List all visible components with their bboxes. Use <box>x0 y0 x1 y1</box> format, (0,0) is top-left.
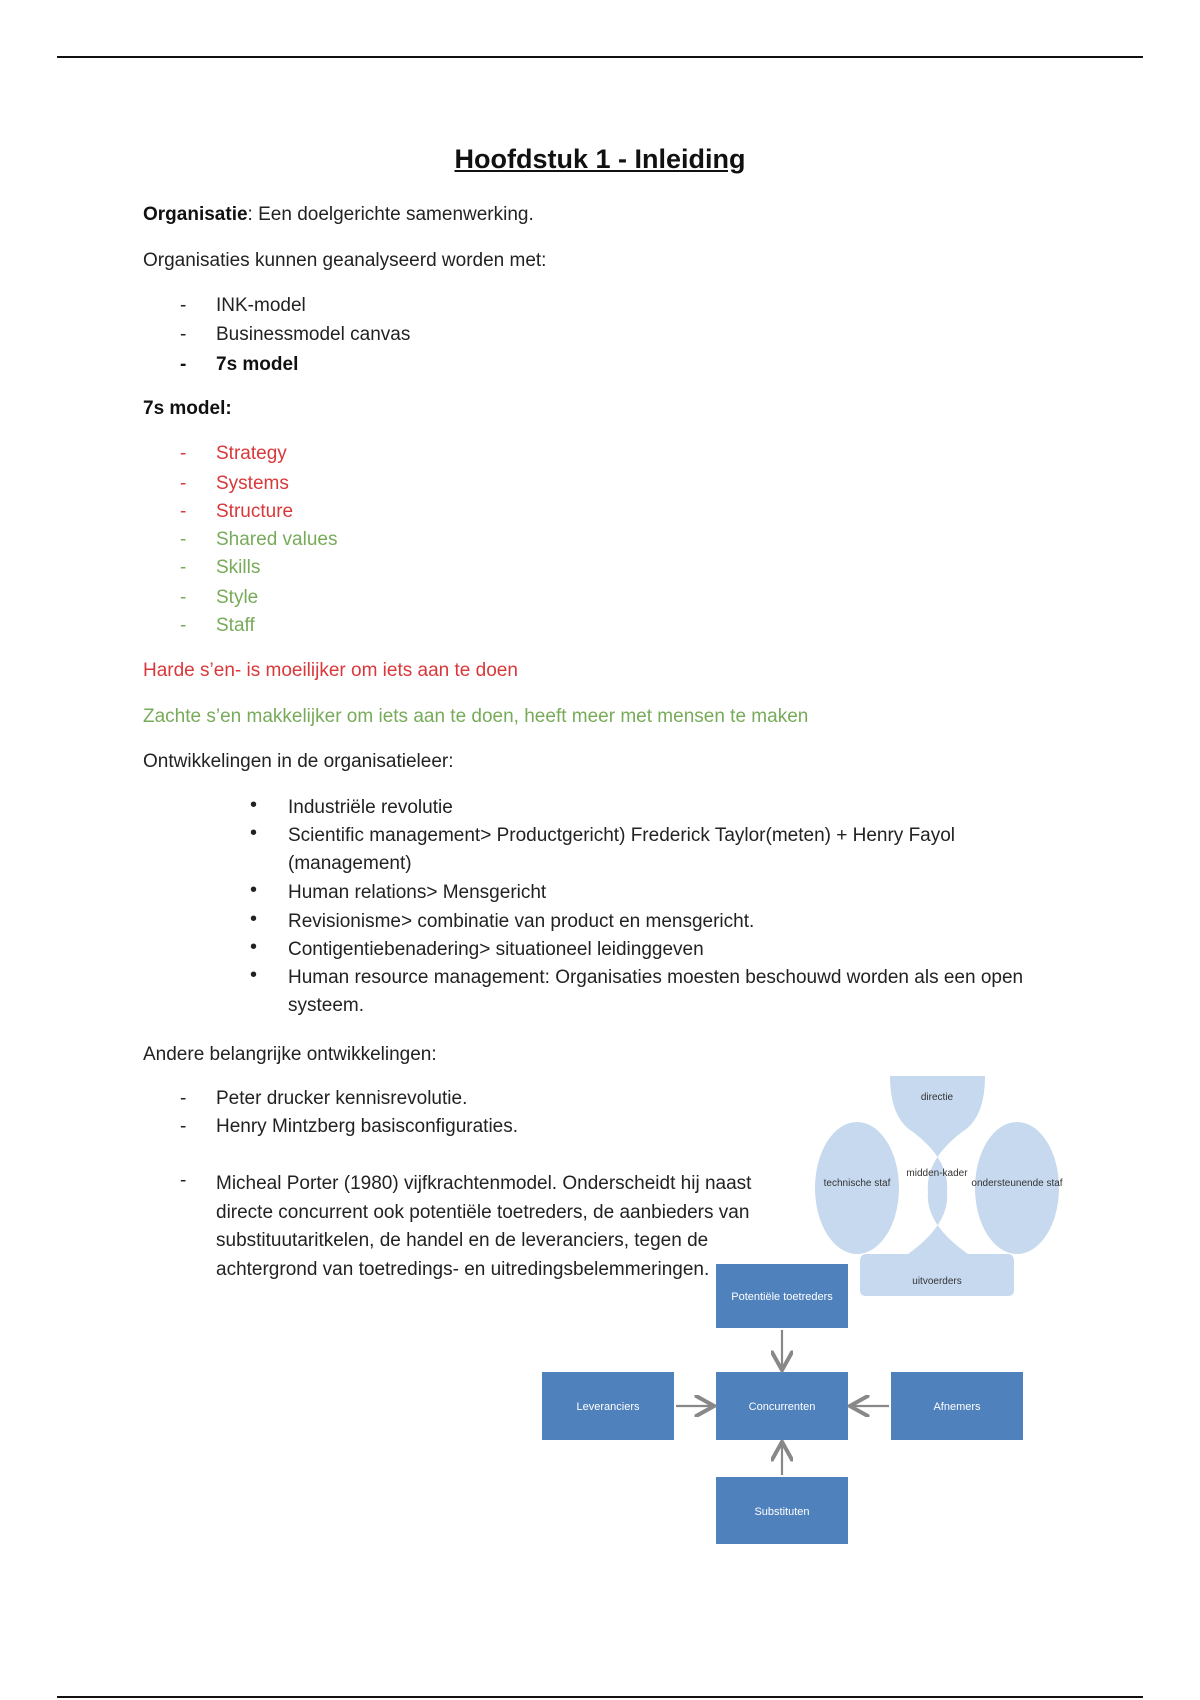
sevens-heading: 7s model: <box>143 398 232 419</box>
list-item-text: Human resource management: Organisaties moesten beschouwd worden als een open systeem. <box>288 967 1024 1016</box>
mintzberg-left-label: technische staf <box>823 1178 891 1189</box>
list-item-text: Businessmodel canvas <box>216 324 411 345</box>
list-item-text: Skills <box>216 557 261 578</box>
list-item-text: 7s model <box>216 354 299 375</box>
ontwikkelingen-intro: Ontwikkelingen in de organisatieleer: <box>143 751 454 772</box>
list-item-text: Structure <box>216 501 294 522</box>
list-item-text: Peter drucker kennisrevolutie. <box>216 1088 468 1109</box>
list-item-text: Revisionisme> combinatie van product en mensgericht. <box>288 911 755 932</box>
porter-bottom-label: Substituten <box>754 1506 810 1518</box>
dash-marker: - <box>180 1170 187 1191</box>
porter-description: Micheal Porter (1980) vijfkrachtenmodel. Onderscheidt hij naast directe concurrent ook potentiële toetreders, de aanbieders van substituutaritkelen, de handel en de leveranciers, tegen de achtergrond van toetredings- en uitredingsbelemmeringen. <box>216 1173 752 1280</box>
andere-intro: Andere belangrijke ontwikkelingen: <box>143 1044 437 1065</box>
organisatie-text: : Een doelgerichte samenwerking. <box>247 204 534 225</box>
footer-rule <box>57 1696 1143 1698</box>
bullet-marker: • <box>250 964 258 986</box>
mintzberg-middle-label: midden-kader <box>906 1168 968 1179</box>
dash-marker: - <box>180 501 187 522</box>
bullet-marker: • <box>250 936 258 958</box>
dash-marker: - <box>180 324 187 345</box>
dash-marker: - <box>180 557 187 578</box>
analyse-intro: Organisaties kunnen geanalyseerd worden met: <box>143 250 547 271</box>
mintzberg-bottom-label: uitvoerders <box>912 1276 962 1287</box>
bullet-marker: • <box>250 794 258 816</box>
mintzberg-right-label: ondersteunende staf <box>971 1178 1063 1189</box>
list-item-text: Industriële revolutie <box>288 797 453 818</box>
list-item-text: Scientific management> Productgericht) Frederick Taylor(meten) + Henry Fayol (management) <box>288 825 956 874</box>
bullet-marker: • <box>250 879 258 901</box>
bullet-marker: • <box>250 908 258 930</box>
list-item-text: INK-model <box>216 295 306 316</box>
porter-center-label: Concurrenten <box>748 1401 816 1413</box>
dash-marker: - <box>180 1088 187 1109</box>
list-item-text: Shared values <box>216 529 338 550</box>
list-item-text: Henry Mintzberg basisconfiguraties. <box>216 1116 519 1137</box>
soft-note: Zachte s’en makkelijker om iets aan te doen, heeft meer met mensen te maken <box>143 706 809 727</box>
list-item-text: Staff <box>216 615 255 636</box>
list-item-text: Contigentiebenadering> situationeel leidinggeven <box>288 939 704 960</box>
dash-marker: - <box>180 443 187 464</box>
dash-marker: - <box>180 587 187 608</box>
organisatie-term: Organisatie <box>143 204 248 225</box>
dash-marker: - <box>180 354 187 375</box>
porter-left-label: Leveranciers <box>576 1401 640 1413</box>
dash-marker: - <box>180 529 187 550</box>
bullet-marker: • <box>250 822 258 844</box>
dash-marker: - <box>180 473 187 494</box>
mintzberg-top-label: directie <box>920 1092 954 1103</box>
page-title: Hoofdstuk 1 - Inleiding <box>454 144 746 174</box>
porter-right-label: Afnemers <box>933 1401 981 1413</box>
hard-note: Harde s’en- is moeilijker om iets aan te doen <box>143 660 518 681</box>
list-item-text: Systems <box>216 473 289 494</box>
dash-marker: - <box>180 1116 187 1137</box>
dash-marker: - <box>180 295 187 316</box>
list-item-text: Strategy <box>216 443 287 464</box>
dash-marker: - <box>180 615 187 636</box>
list-item-text: Style <box>216 587 259 608</box>
porter-top-label: Potentiële toetreders <box>731 1291 833 1303</box>
list-item-text: Human relations> Mensgericht <box>288 882 547 903</box>
